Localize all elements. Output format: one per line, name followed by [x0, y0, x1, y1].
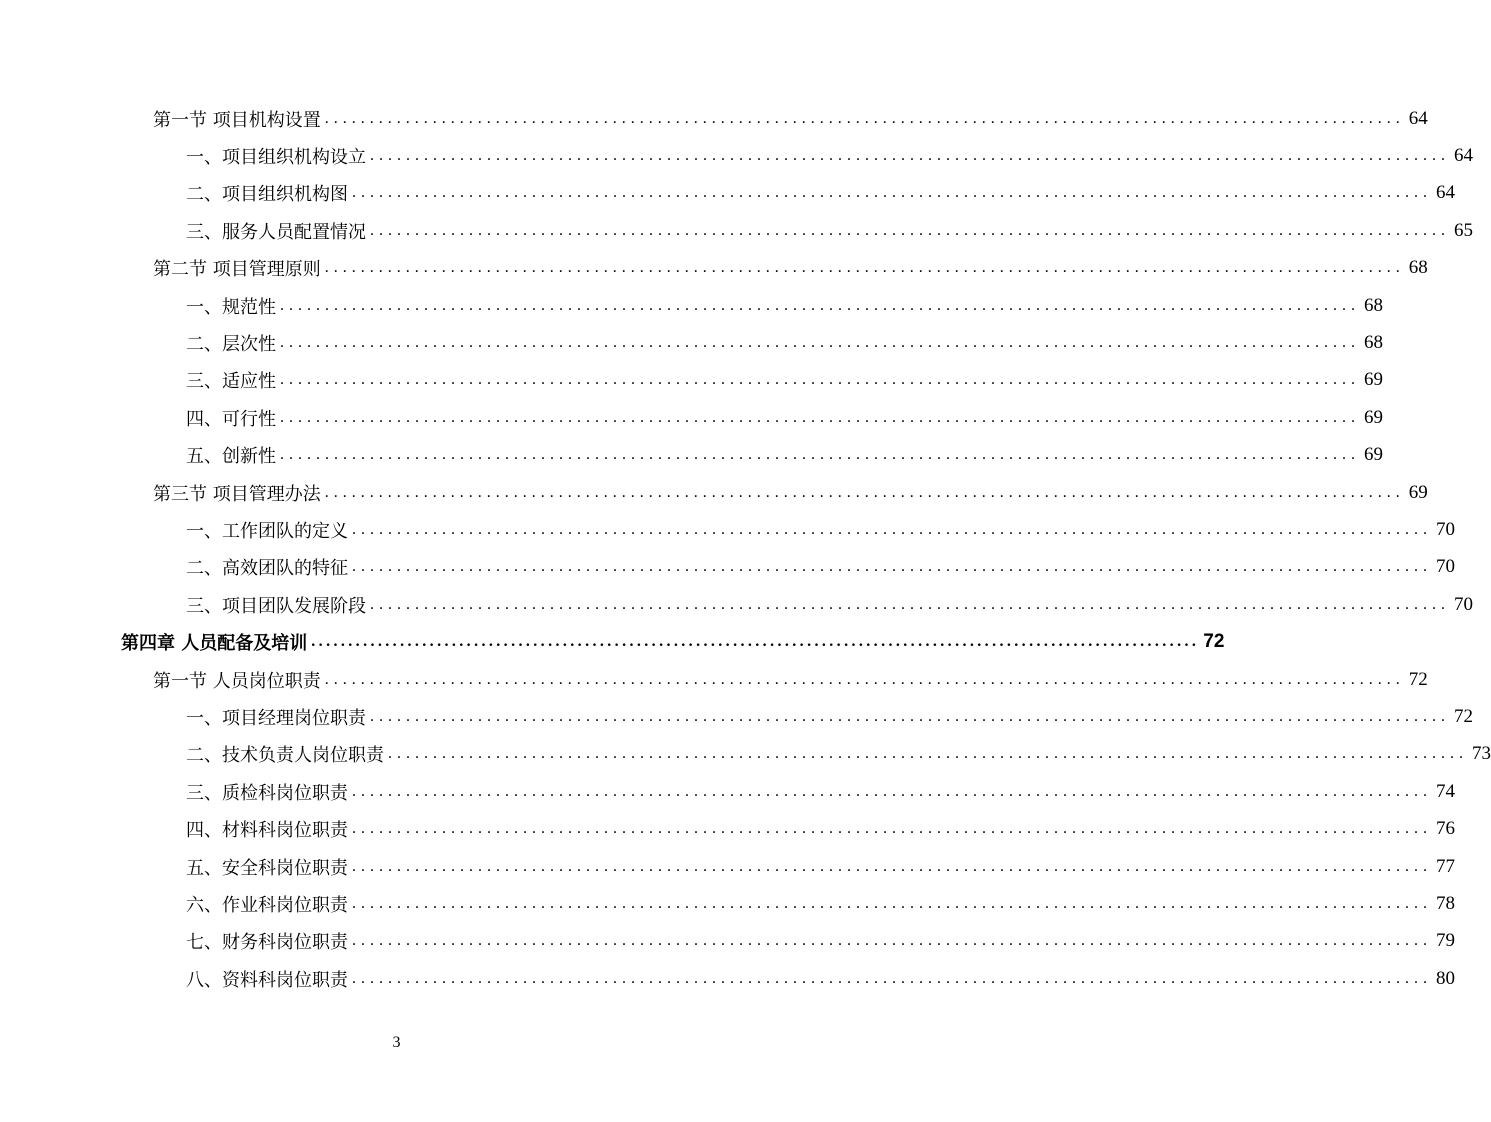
toc-entry-page-number: 80	[1436, 967, 1455, 989]
toc-entry-label: 二、层次性	[186, 334, 276, 356]
toc-dot-leader: ........................................................................................................................	[352, 820, 1432, 838]
toc-entry-page-number: 68	[1364, 332, 1383, 354]
toc-entry-page-number: 79	[1436, 930, 1455, 952]
toc-entry-page-number: 64	[1436, 182, 1455, 204]
toc-dot-leader: ........................................................................................................................	[352, 520, 1432, 538]
toc-subsection-entry[interactable]	[0, 960, 1455, 997]
toc-entry-page-number: 78	[1436, 892, 1455, 914]
toc-entry-page-number: 64	[1454, 145, 1473, 167]
toc-entry-label: 三、项目团队发展阶段	[186, 595, 366, 617]
toc-entry-label: 第四章 人员配备及培训	[121, 633, 308, 655]
toc-entry-label: 八、资料科岗位职责	[186, 969, 348, 991]
toc-entry-label: 二、项目组织机构图	[186, 184, 348, 206]
toc-entry-page-number: 77	[1436, 855, 1455, 877]
toc-subsection-entry[interactable]	[0, 549, 1455, 586]
toc-section-entry[interactable]	[0, 100, 1428, 137]
toc-entry-label: 四、可行性	[186, 408, 276, 430]
toc-entry-page-number: 69	[1364, 406, 1383, 428]
toc-entry-label: 三、适应性	[186, 371, 276, 393]
toc-dot-leader: ........................................................................................................................	[352, 558, 1432, 576]
toc-entry-label: 一、规范性	[186, 296, 276, 318]
toc-subsection-entry[interactable]	[0, 212, 1473, 249]
toc-dot-leader: ........................................................................................................................	[370, 221, 1450, 239]
toc-subsection-entry[interactable]	[0, 885, 1455, 922]
toc-entry-page-number: 68	[1364, 294, 1383, 316]
toc-entry-label: 一、工作团队的定义	[186, 520, 348, 542]
toc-entry-label: 第一节 项目机构设置	[153, 109, 321, 131]
toc-entry-label: 二、高效团队的特征	[186, 558, 348, 580]
toc-dot-leader: ........................................................................................................................	[370, 595, 1450, 613]
toc-subsection-entry[interactable]	[0, 175, 1455, 212]
toc-dot-leader: ........................................................................................................................	[352, 184, 1432, 202]
toc-dot-leader: ........................................................................................................................	[352, 782, 1432, 800]
toc-entry-label: 第二节 项目管理原则	[153, 259, 321, 281]
toc-subsection-entry[interactable]	[0, 137, 1473, 174]
toc-dot-leader: ........................................................................................................................	[324, 483, 1405, 501]
toc-subsection-entry[interactable]	[0, 287, 1383, 324]
toc-dot-leader: ........................................................................................................................	[370, 147, 1450, 165]
toc-entry-page-number: 76	[1436, 818, 1455, 840]
toc-subsection-entry[interactable]	[0, 848, 1455, 885]
toc-entry-page-number: 70	[1436, 556, 1455, 578]
toc-dot-leader: ........................................................................................................................	[352, 894, 1432, 912]
toc-entry-label: 七、财务科岗位职责	[186, 932, 348, 954]
toc-entry-label: 三、质检科岗位职责	[186, 782, 348, 804]
toc-dot-leader: ........................................................................................................................	[324, 670, 1405, 688]
toc-dot-leader: ........................................................................................................................	[280, 408, 1360, 426]
toc-entry-page-number: 70	[1436, 518, 1455, 540]
toc-dot-leader: ........................................................................................................................	[352, 969, 1432, 987]
toc-subsection-entry[interactable]	[0, 511, 1455, 548]
toc-dot-leader: ........................................................................................................................	[324, 259, 1405, 277]
toc-dot-leader: ........................................................................................................................	[280, 371, 1360, 389]
toc-entry-label: 第一节 人员岗位职责	[153, 670, 321, 692]
toc-subsection-entry[interactable]	[0, 399, 1383, 436]
toc-entry-label: 四、材料科岗位职责	[186, 820, 348, 842]
toc-dot-leader: ........................................................................................................................	[324, 109, 1405, 127]
toc-subsection-entry[interactable]	[0, 324, 1383, 361]
toc-entry-page-number: 73	[1472, 743, 1491, 765]
toc-dot-leader: ........................................................................................................................	[352, 932, 1432, 950]
toc-entry-label: 六、作业科岗位职责	[186, 894, 348, 916]
toc-entry-page-number: 72	[1454, 705, 1473, 727]
toc-section-entry[interactable]	[0, 474, 1428, 511]
toc-entry-page-number: 70	[1454, 593, 1473, 615]
toc-entry-label: 五、创新性	[186, 446, 276, 468]
toc-section-entry[interactable]	[0, 250, 1428, 287]
toc-subsection-entry[interactable]	[0, 736, 1491, 773]
toc-entry-label: 第三节 项目管理办法	[153, 483, 321, 505]
page-number: 3	[392, 1034, 401, 1051]
toc-dot-leader: ........................................................................................................................	[280, 334, 1360, 352]
toc-entry-label: 一、项目经理岗位职责	[186, 707, 366, 729]
toc-subsection-entry[interactable]	[0, 437, 1383, 474]
toc-entry-page-number: 69	[1408, 481, 1428, 503]
toc-entry-page-number: 64	[1408, 107, 1428, 129]
toc-dot-leader: ........................................................................................................................	[280, 296, 1360, 314]
toc-section-entry[interactable]	[0, 661, 1428, 698]
toc-entry-page-number: 72	[1203, 631, 1225, 653]
toc-dot-leader: ........................................................................................................................	[352, 857, 1432, 875]
toc-chapter-entry[interactable]	[0, 623, 1225, 660]
toc-dot-leader: ........................................................................................................................	[388, 745, 1468, 763]
toc-subsection-entry[interactable]	[0, 773, 1455, 810]
toc-subsection-entry[interactable]	[0, 362, 1383, 399]
table-of-contents	[0, 100, 1491, 997]
toc-entry-page-number: 69	[1364, 369, 1383, 391]
toc-dot-leader: ........................................................................................................................	[280, 446, 1360, 464]
toc-subsection-entry[interactable]	[0, 586, 1473, 623]
toc-subsection-entry[interactable]	[0, 923, 1455, 960]
toc-entry-page-number: 72	[1408, 668, 1428, 690]
toc-dot-leader: ........................................................................................................................	[311, 633, 1200, 651]
toc-subsection-entry[interactable]	[0, 698, 1473, 735]
toc-entry-label: 二、技术负责人岗位职责	[186, 745, 384, 767]
toc-entry-page-number: 74	[1436, 780, 1455, 802]
toc-entry-page-number: 69	[1364, 444, 1383, 466]
toc-entry-page-number: 68	[1408, 257, 1428, 279]
toc-entry-label: 三、服务人员配置情况	[186, 221, 366, 243]
toc-entry-label: 五、安全科岗位职责	[186, 857, 348, 879]
toc-dot-leader: ........................................................................................................................	[370, 707, 1450, 725]
toc-subsection-entry[interactable]	[0, 810, 1455, 847]
toc-entry-page-number: 65	[1454, 219, 1473, 241]
toc-entry-label: 一、项目组织机构设立	[186, 147, 366, 169]
